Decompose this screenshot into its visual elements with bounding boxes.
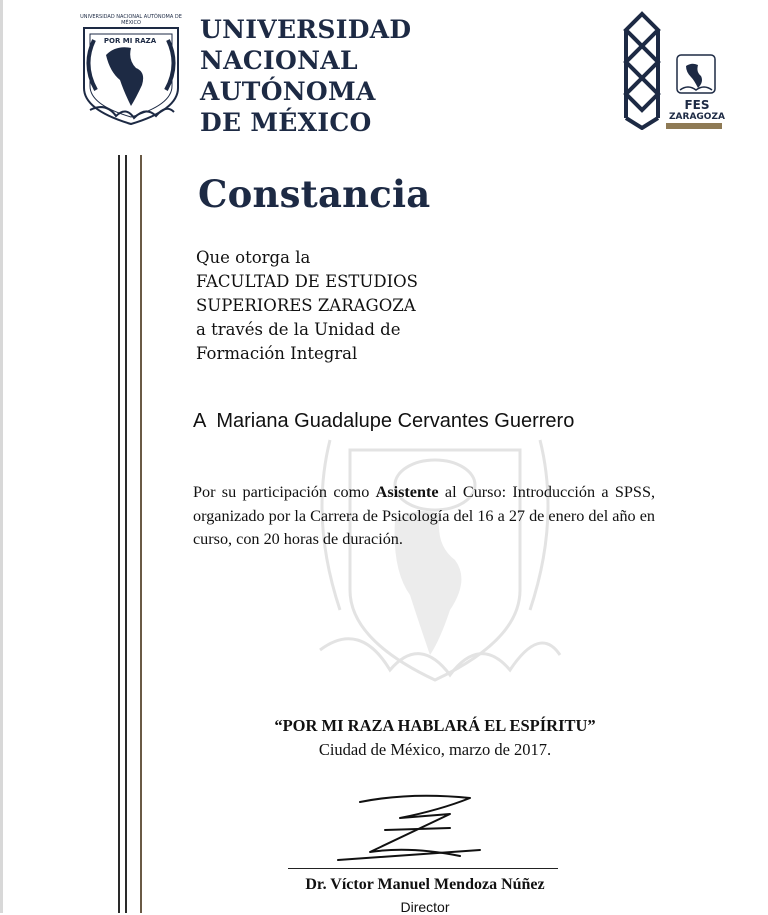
- fes-sublabel: ZARAGOZA: [669, 112, 725, 122]
- university-name-line: UNIVERSIDAD: [200, 15, 412, 44]
- issuer-block: [196, 246, 418, 366]
- recipient-name: A Mariana Guadalupe Cervantes Guerrero: [193, 410, 575, 432]
- issuer-line: a través de la Unidad de: [196, 320, 401, 339]
- university-name-line: DE MÉXICO: [200, 108, 372, 137]
- page-left-edge: [0, 0, 3, 913]
- vertical-rule: [118, 155, 120, 913]
- issuer-line: SUPERIORES ZARAGOZA: [196, 296, 416, 315]
- fes-zaragoza-mark: [620, 10, 668, 130]
- fes-small-seal-logo: [674, 52, 718, 96]
- university-name-line: AUTÓNOMA: [200, 77, 376, 106]
- certificate-body: [193, 481, 655, 552]
- body-text-before: Por su participación como: [193, 483, 376, 501]
- certificate-title: Constancia: [198, 172, 431, 216]
- signer-name: Dr. Víctor Manuel Mendoza Núñez: [305, 876, 545, 893]
- issuer-line: Que otorga la: [196, 248, 311, 267]
- body-role: Asistente: [375, 483, 439, 501]
- vertical-rule: [140, 155, 142, 913]
- university-name-line: NACIONAL: [200, 46, 358, 75]
- vertical-rule: [125, 155, 127, 913]
- fes-bronze-bar: [666, 123, 722, 129]
- unam-seal-logo: [76, 10, 186, 130]
- body-text-after: al Curso: Introducción a SPSS, organizado por la Carrera de Psicología del 16 a 27 de enero del año en curso, con 20 horas de duración.: [193, 483, 655, 548]
- director-signature: [330, 790, 490, 865]
- issuer-line: FACULTAD DE ESTUDIOS: [196, 272, 418, 291]
- signature-line: [288, 868, 558, 869]
- unam-watermark-seal: [300, 420, 570, 705]
- place-date: Ciudad de México, marzo de 2017.: [318, 740, 552, 759]
- unam-seal-ring-text: UNIVERSIDAD NACIONAL AUTÓNOMA DE MÉXICO: [80, 14, 182, 26]
- university-name: [200, 14, 411, 138]
- signer-title: Director: [400, 899, 450, 915]
- issuer-line: Formación Integral: [196, 344, 358, 363]
- fes-label: FES: [684, 98, 710, 112]
- university-motto: “POR MI RAZA HABLARÁ EL ESPÍRITU”: [274, 716, 596, 735]
- unam-seal-banner-text: POR MI RAZA: [100, 37, 160, 45]
